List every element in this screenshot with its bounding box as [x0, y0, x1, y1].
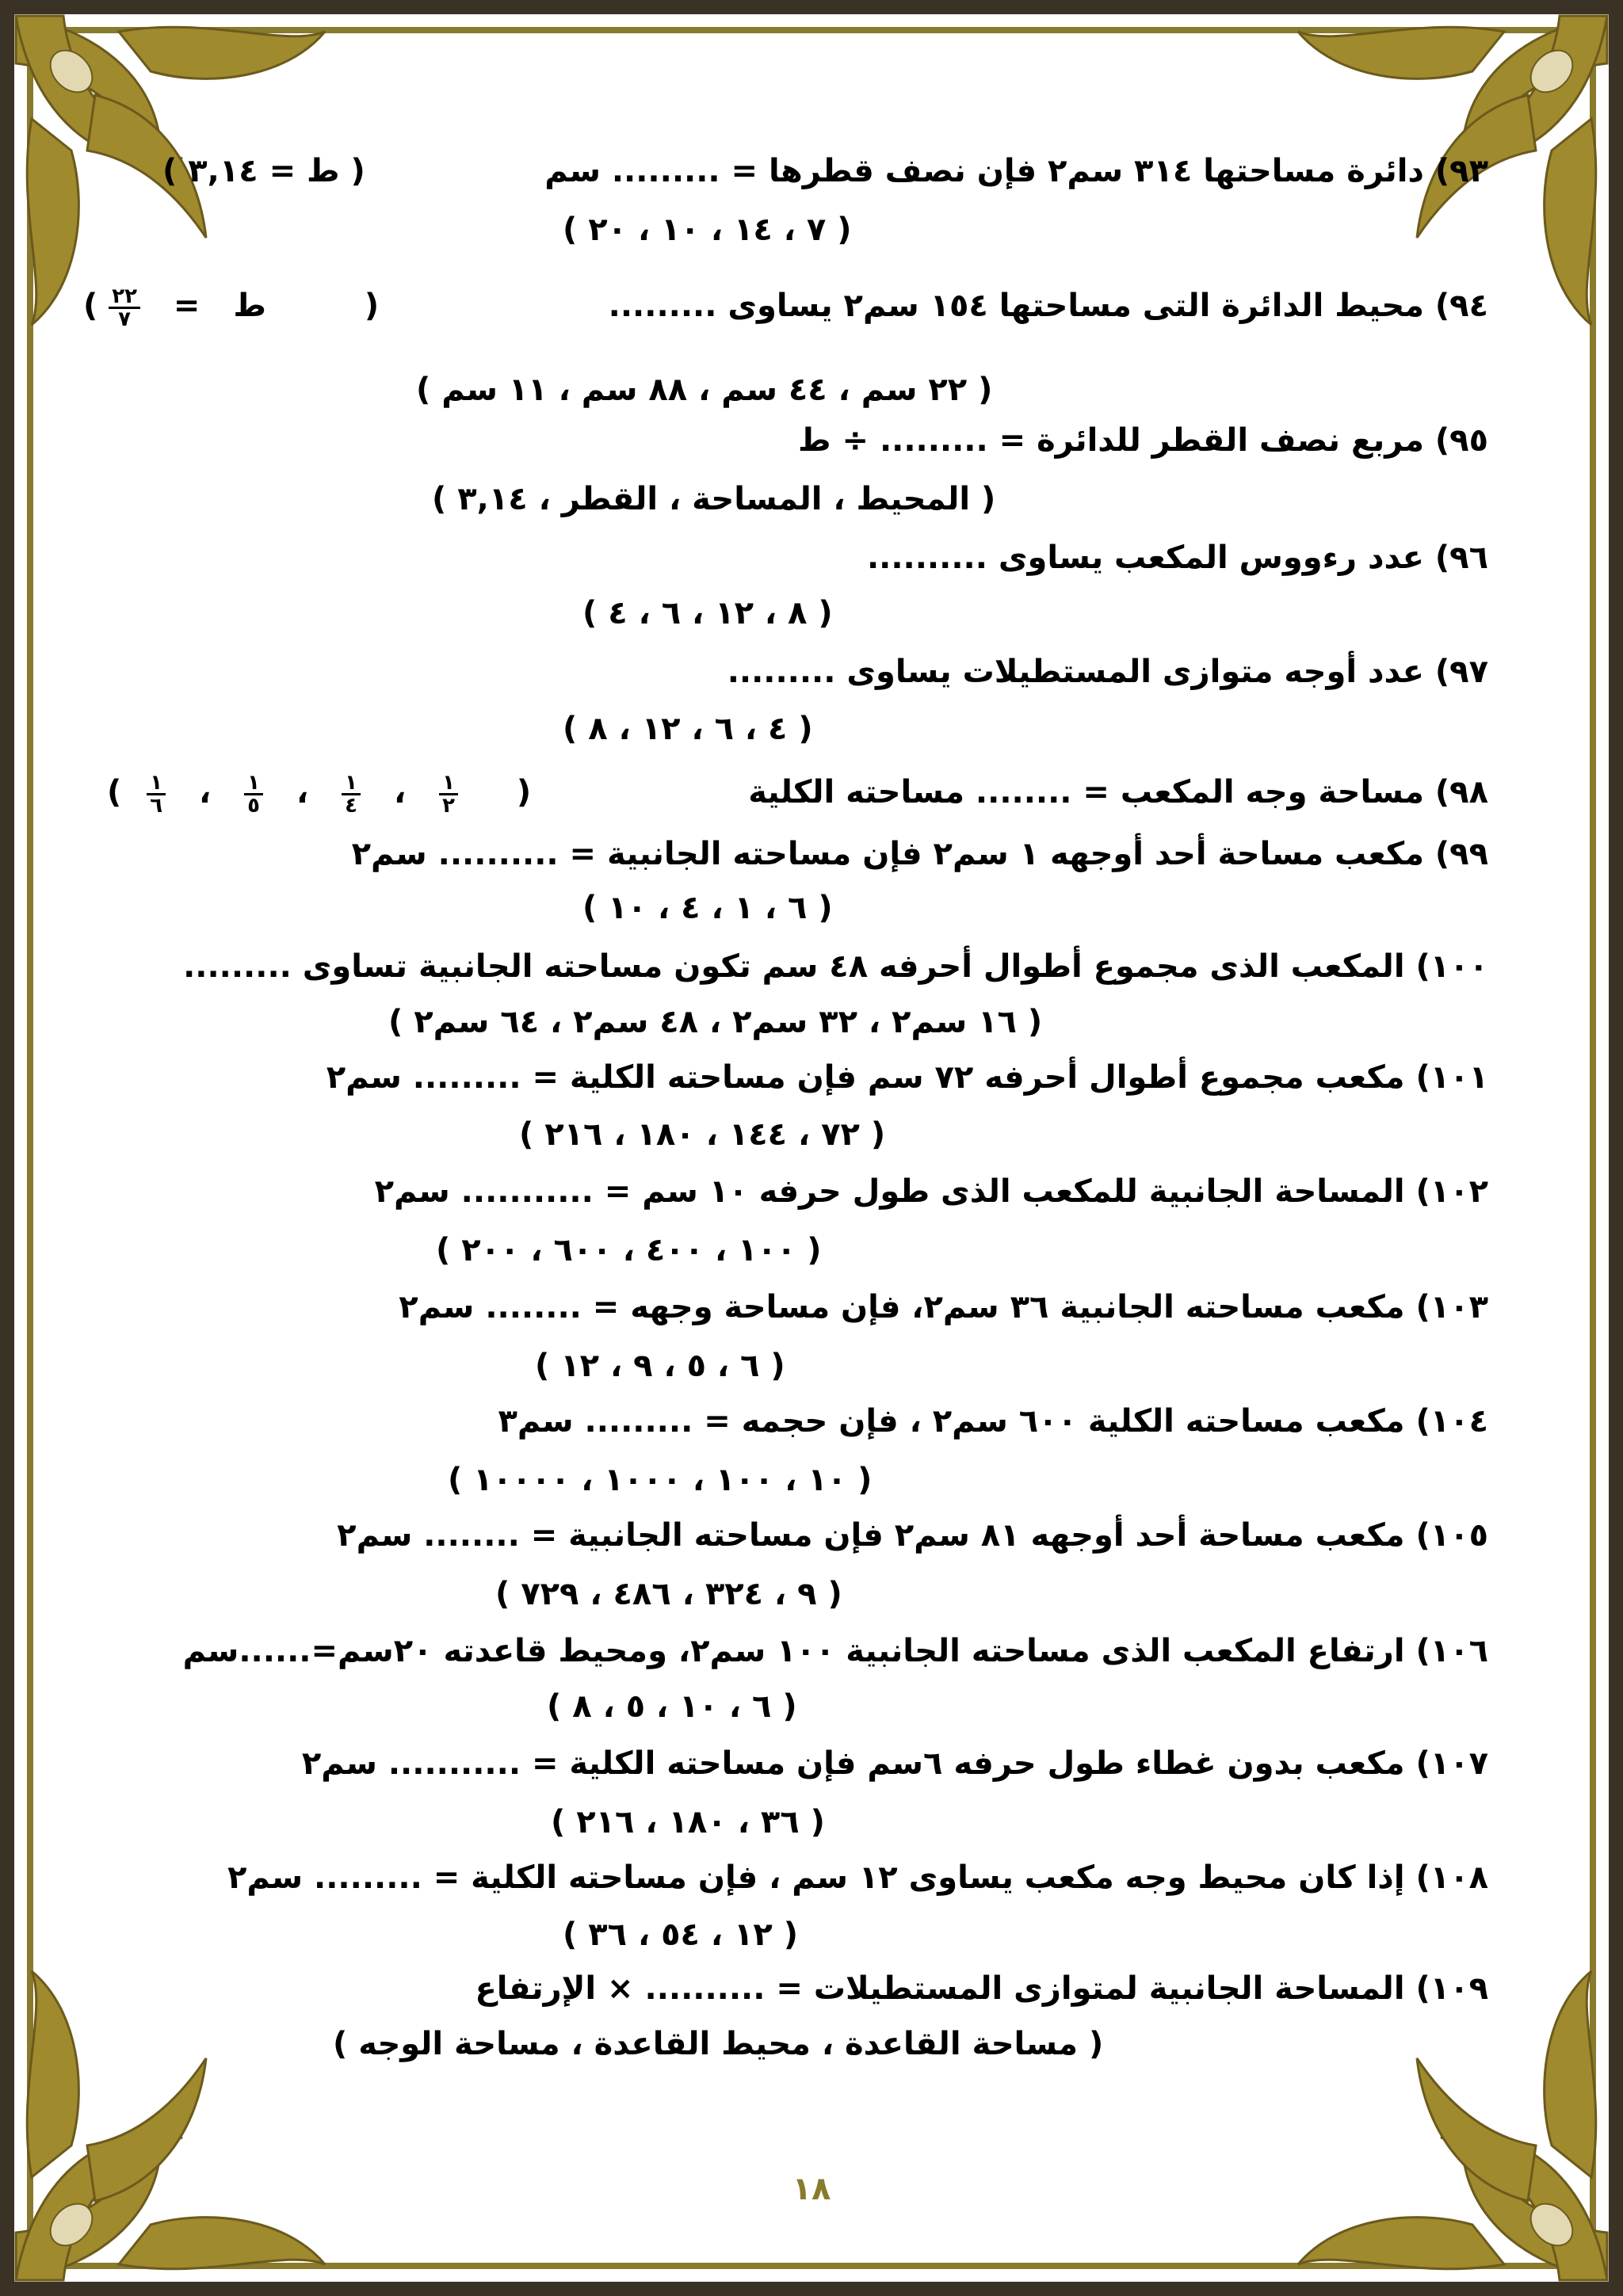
question-93: ٩٣) دائرة مساحتها ٣١٤ سم٢ فإن نصف قطرها = ......... سم — [544, 153, 1488, 189]
numerator: ١ — [439, 772, 458, 795]
fraction-one-half — [439, 772, 458, 816]
question-95-options: ( المحيط ، المساحة ، القطر ، ٣,١٤ ) — [432, 481, 996, 517]
question-107: ١٠٧) مكعب بدون غطاء طول حرفه ٦سم فإن مساحته الكلية = ........... سم٢ — [301, 1745, 1488, 1782]
question-96-options: ( ٨ ، ١٢ ، ٦ ، ٤ ) — [582, 595, 833, 631]
denominator: ٤ — [345, 793, 357, 818]
question-106: ١٠٦) ارتفاع المكعب الذى مساحته الجانبية ١٠٠ سم٢، ومحيط قاعدته ٢٠سم=......سم — [182, 1633, 1488, 1669]
numerator: ١ — [244, 772, 263, 795]
question-98: ٩٨) مساحة وجه المكعب = ........ مساحته الكلية — [748, 774, 1488, 810]
question-93-options: ( ٧ ، ١٤ ، ١٠ ، ٢٠ ) — [563, 212, 852, 248]
denominator: ٥ — [247, 793, 261, 818]
numerator: ١ — [147, 772, 166, 795]
separator: ، — [393, 774, 407, 810]
page-number: ١٨ — [792, 2171, 831, 2207]
question-108: ١٠٨) إذا كان محيط وجه مكعب يساوى ١٢ سم ، فإن مساحته الكلية = ......... سم٢ — [227, 1859, 1488, 1896]
question-107-options: ( ٣٦ ، ١٨٠ ، ٢١٦ ) — [551, 1804, 825, 1840]
question-105: ١٠٥) مكعب مساحة أحد أوجهه ٨١ سم٢ فإن مساحته الجانبية = ........ سم٢ — [337, 1517, 1488, 1554]
question-105-options: ( ٩ ، ٣٢٤ ، ٤٨٦ ، ٧٢٩ ) — [495, 1576, 842, 1612]
fraction-denominator: ٧ — [118, 307, 132, 331]
question-100: ١٠٠) المكعب الذى مجموع أطوال أحرفه ٤٨ سم تكون مساحته الجانبية تساوى ......... — [183, 948, 1488, 985]
question-94-note-equals: = — [173, 288, 200, 324]
fraction-options-open: ( — [107, 774, 122, 810]
fraction-one-quarter — [342, 772, 361, 816]
question-94-pi-fraction — [109, 286, 140, 330]
question-94-note — [83, 282, 379, 330]
separator: ، — [296, 774, 309, 810]
question-93-note: ( ط = ٣,١٤ ) — [162, 153, 365, 189]
question-104-options: ( ١٠ ، ١٠٠ ، ١٠٠٠ ، ١٠٠٠٠ ) — [448, 1462, 873, 1498]
denominator: ٢ — [442, 793, 455, 818]
question-108-options: ( ١٢ ، ٥٤ ، ٣٦ ) — [563, 1917, 799, 1953]
question-94-note-ta: ط — [233, 288, 266, 324]
question-102: ١٠٢) المساحة الجانبية للمكعب الذى طول حرفه ١٠ سم = ........... سم٢ — [374, 1173, 1488, 1210]
question-99: ٩٩) مكعب مساحة أحد أوجهه ١ سم٢ فإن مساحته الجانبية = .......... سم٢ — [351, 836, 1488, 872]
question-109: ١٠٩) المساحة الجانبية لمتوازى المستطيلات = .......... × الإرتفاع — [475, 1970, 1488, 2007]
fraction-one-fifth — [244, 772, 263, 816]
question-109-options: ( مساحة القاعدة ، محيط القاعدة ، مساحة الوجه ) — [333, 2026, 1104, 2062]
question-103: ١٠٣) مكعب مساحته الجانبية ٣٦ سم٢، فإن مساحة وجهه = ........ سم٢ — [399, 1289, 1488, 1325]
question-106-options: ( ٦ ، ١٠ ، ٥ ، ٨ ) — [547, 1688, 797, 1725]
separator: ، — [199, 774, 212, 810]
question-102-options: ( ١٠٠ ، ٤٠٠ ، ٦٠٠ ، ٢٠٠ ) — [436, 1232, 822, 1268]
question-104: ١٠٤) مكعب مساحته الكلية ٦٠٠ سم٢ ، فإن حجمه = ......... سم٣ — [498, 1403, 1488, 1440]
fraction-options-close: ) — [516, 774, 532, 810]
question-94: ٩٤) محيط الدائرة التى مساحتها ١٥٤ سم٢ يساوى ......... — [608, 288, 1488, 324]
question-101-options: ( ٧٢ ، ١٤٤ ، ١٨٠ ، ٢١٦ ) — [519, 1116, 886, 1153]
question-94-options: ( ٢٢ سم ، ٤٤ سم ، ٨٨ سم ، ١١ سم ) — [416, 372, 993, 408]
question-103-options: ( ٦ ، ٥ ، ٩ ، ١٢ ) — [535, 1348, 785, 1384]
numerator: ١ — [342, 772, 361, 795]
question-94-note-open: ( — [83, 288, 98, 324]
question-98-fraction-options — [107, 769, 531, 816]
question-99-options: ( ٦ ، ١ ، ٤ ، ١٠ ) — [582, 890, 833, 926]
question-97-options: ( ٤ ، ٦ ، ١٢ ، ٨ ) — [563, 711, 813, 747]
fraction-one-sixth — [147, 772, 166, 816]
question-97: ٩٧) عدد أوجه متوازى المستطيلات يساوى ......... — [727, 654, 1488, 690]
question-95: ٩٥) مربع نصف القطر للدائرة = ......... ÷ ط — [798, 422, 1488, 459]
question-101: ١٠١) مكعب مجموع أطوال أحرفه ٧٢ سم فإن مساحته الكلية = ......... سم٢ — [326, 1059, 1488, 1096]
fraction-numerator: ٢٢ — [109, 286, 140, 309]
question-100-options: ( ١٦ سم٢ ، ٣٢ سم٢ ، ٤٨ سم٢ ، ٦٤ سم٢ ) — [388, 1004, 1043, 1040]
question-96: ٩٦) عدد رءووس المكعب يساوى .......... — [866, 540, 1488, 576]
denominator: ٦ — [150, 793, 163, 818]
question-94-note-close: ) — [364, 288, 380, 324]
